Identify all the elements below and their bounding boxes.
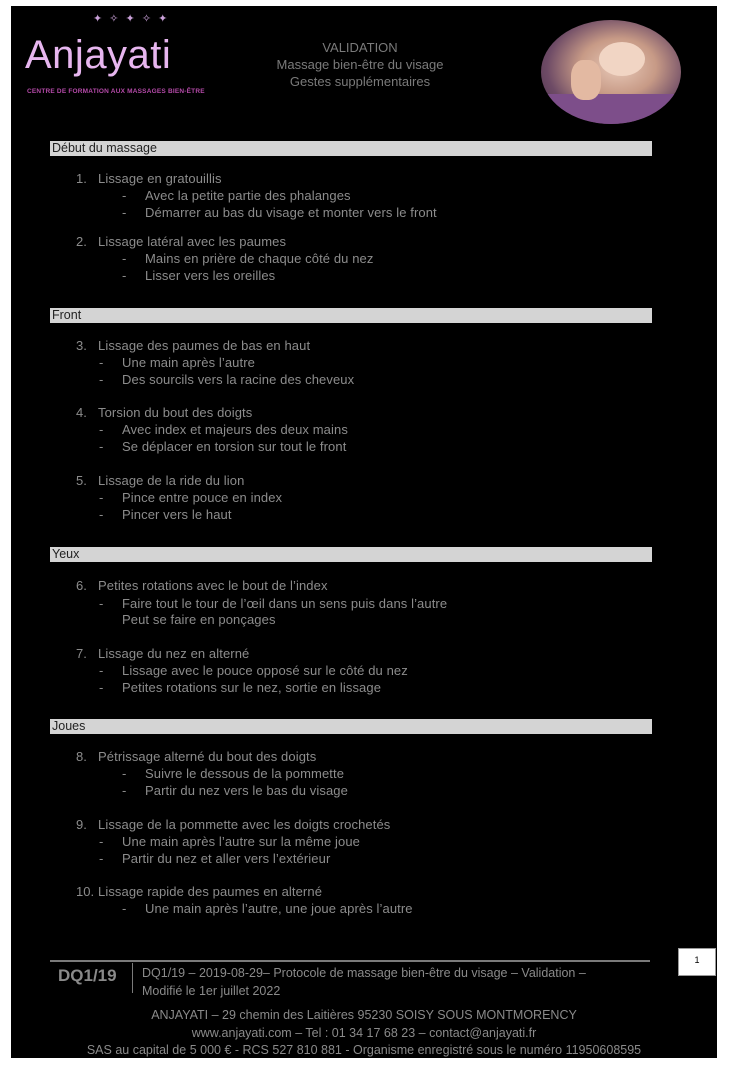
footer-contact: www.anjayati.com – Tel : 01 34 17 68 23 – contact@anjayati.fr [191,1026,537,1040]
logo-wordmark: Anjayati [25,33,172,77]
step-detail: Avec index et majeurs des deux mains [122,422,348,437]
header-title: VALIDATION [322,40,398,55]
step-detail: Mains en prière de chaque côté du nez [145,251,374,266]
bullet-dash: - [122,205,127,220]
page-number: 1 [678,948,716,976]
step-title: Lissage latéral avec les paumes [98,234,287,249]
bullet-dash: - [99,834,104,849]
step-number: 3. [76,338,87,353]
header-subtitle-2: Gestes supplémentaires [289,74,431,89]
step-detail: Avec la petite partie des phalanges [145,188,351,203]
step-title: Lissage rapide des paumes en alterné [98,884,323,899]
step-title: Torsion du bout des doigts [98,405,253,420]
bullet-dash: - [122,188,127,203]
step-number: 5. [76,473,87,488]
logo-sparkles: ✦ ✧ ✦ ✧ ✦ [93,13,170,25]
step-detail: Pince entre pouce en index [122,490,283,505]
step-detail: Lissage avec le pouce opposé sur le côté du nez [122,663,408,678]
footer-address: ANJAYATI – 29 chemin des Laitières 95230 SOISY SOUS MONTMORENCY [151,1008,577,1022]
bullet-dash: - [99,507,104,522]
logo-subtitle: CENTRE DE FORMATION AUX MASSAGES BIEN-ÊTRE [27,88,205,95]
footer-rule [50,960,650,962]
step-number: 9. [76,817,87,832]
bullet-dash: - [99,663,104,678]
step-number: 6. [76,578,87,593]
footer-modified-line: Modifié le 1er juillet 2022 [142,984,281,998]
bullet-dash: - [122,901,127,916]
bullet-dash: - [99,680,104,695]
step-detail: Se déplacer en torsion sur tout le front [122,439,347,454]
step-detail: Démarrer au bas du visage et monter vers le front [145,205,437,220]
bullet-dash: - [99,372,104,387]
step-detail: Partir du nez vers le bas du visage [145,783,348,798]
bullet-dash: - [99,439,104,454]
step-number: 7. [76,646,87,661]
step-number: 8. [76,749,87,764]
step-detail: Une main après l’autre [122,355,255,370]
step-detail: Petites rotations sur le nez, sortie en lissage [122,680,382,695]
step-number: 10. [76,884,95,899]
footer-separator [132,963,133,993]
section-joues: Joues [50,719,652,734]
section-yeux: Yeux [50,547,652,562]
bullet-dash: - [122,251,127,266]
step-detail: Peut se faire en ponçages [122,612,276,627]
step-detail: Lisser vers les oreilles [145,268,276,283]
bullet-dash: - [99,490,104,505]
step-detail: Une main après l’autre, une joue après l’autre [145,901,413,916]
header-subtitle-1: Massage bien-être du visage [276,57,444,72]
step-number: 1. [76,171,87,186]
step-detail: Partir du nez et aller vers l’extérieur [122,851,331,866]
bullet-dash: - [99,422,104,437]
step-title: Lissage du nez en alterné [98,646,250,661]
bullet-dash: - [99,851,104,866]
step-detail: Faire tout le tour de l’œil dans un sens puis dans l’autre [122,596,448,611]
step-number: 4. [76,405,87,420]
bullet-dash: - [99,355,104,370]
step-detail: Pincer vers le haut [122,507,232,522]
bullet-dash: - [99,596,104,611]
bullet-dash: - [122,766,127,781]
section-debut: Début du massage [50,141,652,156]
step-title: Lissage en gratouillis [98,171,222,186]
step-detail: Suivre le dessous de la pommette [145,766,345,781]
bullet-dash: - [122,783,127,798]
step-title: Lissage de la pommette avec les doigts crochetés [98,817,391,832]
footer-code: DQ1/19 [58,966,117,985]
footer-legal: SAS au capital de 5 000 € - RCS 527 810 881 - Organisme enregistré sous le numéro 11950608595 [86,1043,642,1057]
step-title: Lissage des paumes de bas en haut [98,338,311,353]
massage-photo [541,20,681,124]
step-title: Petites rotations avec le bout de l’index [98,578,328,593]
step-title: Pétrissage alterné du bout des doigts [98,749,317,764]
step-title: Lissage de la ride du lion [98,473,245,488]
step-detail: Une main après l’autre sur la même joue [122,834,361,849]
step-number: 2. [76,234,87,249]
bullet-dash: - [122,268,127,283]
footer-protocol-line: DQ1/19 – 2019-08-29– Protocole de massage bien-être du visage – Validation – [142,966,586,980]
section-front: Front [50,308,652,323]
step-detail: Des sourcils vers la racine des cheveux [122,372,355,387]
